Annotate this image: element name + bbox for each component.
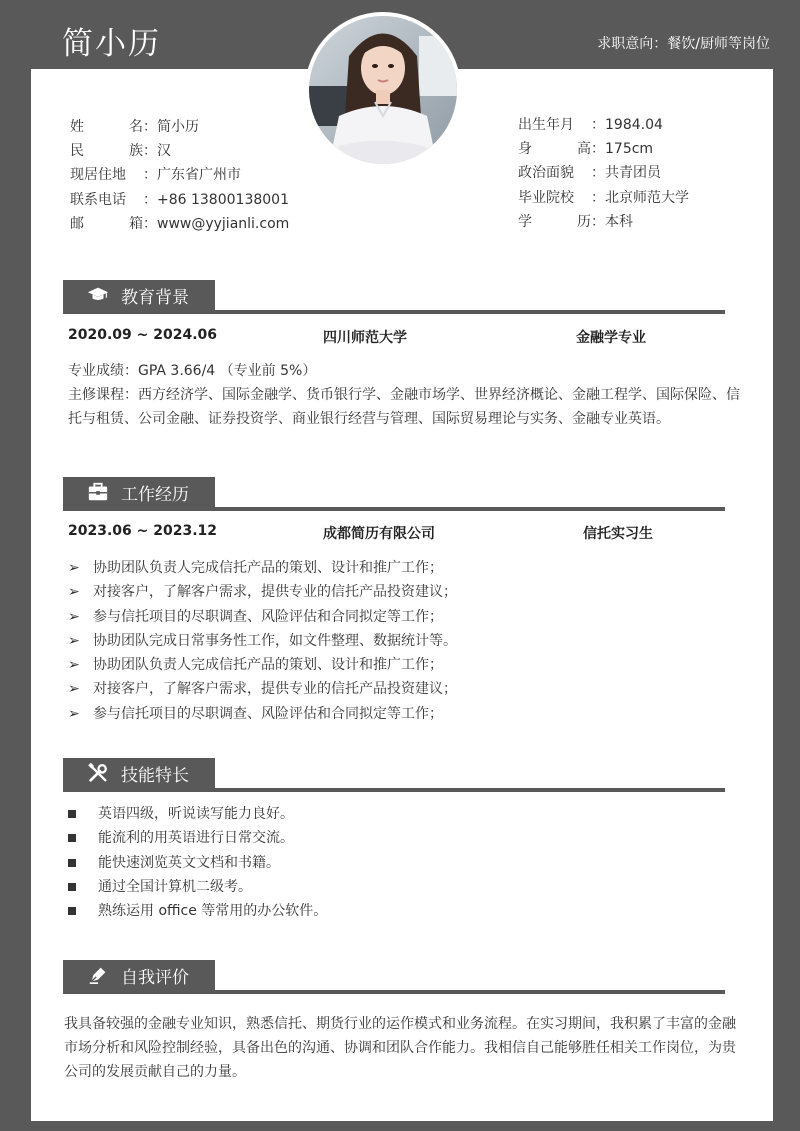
info-right	[518, 113, 689, 234]
work-duties	[68, 556, 457, 726]
list-item: 熟练运用 office 等常用的办公软件。	[68, 899, 327, 923]
section-title: 工作经历	[121, 484, 189, 505]
section-work	[63, 477, 725, 513]
education-school: 四川师范大学	[323, 330, 407, 346]
list-item: 英语四级，听说读写能力良好。	[68, 802, 327, 826]
info-height: 身 高 ： 175cm	[518, 141, 654, 158]
info-school: 毕业院校 ： 北京师范大学	[518, 189, 689, 206]
education-score: 专业成绩：GPA 3.66/4 （专业前 5%）	[68, 363, 317, 379]
info-email: 邮 箱 ： www@yyjianli.com	[70, 215, 290, 232]
info-phone: 联系电话 ： +86 13800138001	[70, 191, 289, 208]
list-item: ➢ 对接客户，了解客户需求，提供专业的信托产品投资建议；	[68, 584, 457, 601]
info-political: 政治面貌 ： 共青团员	[518, 165, 661, 182]
list-item: 通过全国计算机二级考。	[68, 875, 327, 899]
job-intent: 求职意向：餐饮/厨师等岗位	[597, 36, 770, 52]
list-item: 能快速浏览英文文档和书籍。	[68, 851, 327, 875]
work-position: 信托实习生	[583, 526, 653, 542]
graduation-cap-icon	[87, 284, 109, 306]
work-period: 2023.06 ~ 2023.12	[68, 523, 218, 539]
list-item: 能流利的用英语进行日常交流。	[68, 826, 327, 850]
briefcase-icon	[87, 481, 109, 503]
portrait-image	[309, 16, 457, 164]
avatar	[305, 12, 461, 168]
skills-list	[68, 802, 327, 923]
section-self	[63, 960, 725, 996]
list-item: ➢ 参与信托项目的尽职调查、风险评估和合同拟定等工作；	[68, 705, 443, 722]
section-education	[63, 280, 725, 316]
education-courses: 主修课程：西方经济学、国际金融学、货币银行学、金融市场学、世界经济概论、金融工程学、国际保险、信托与租赁、公司金融、证券投资学、商业银行经营与管理、国际贸易理论与实务、金融专业英语。	[68, 387, 740, 427]
info-name: 姓 名 ： 简小历	[70, 119, 199, 135]
resume-name: 简小历	[62, 26, 161, 62]
list-item: ➢ 对接客户，了解客户需求，提供专业的信托产品投资建议；	[68, 681, 457, 698]
info-residence: 现居住地 ： 广东省广州市	[70, 167, 241, 184]
info-ethnicity: 民 族 ： 汉	[70, 143, 171, 160]
list-item: ➢ 协助团队负责人完成信托产品的策划、设计和推广工作；	[68, 657, 443, 674]
education-major: 金融学专业	[576, 330, 646, 346]
education-period: 2020.09 ~ 2024.06	[68, 327, 218, 343]
list-item: ➢ 协助团队负责人完成信托产品的策划、设计和推广工作；	[68, 560, 443, 576]
section-title: 技能特长	[121, 765, 189, 786]
work-company: 成都简历有限公司	[323, 526, 435, 542]
list-item: ➢ 协助团队完成日常事务性工作，如文件整理、数据统计等。	[68, 632, 457, 649]
info-degree: 学 历 ： 本科	[518, 213, 633, 230]
info-left	[70, 115, 289, 236]
info-birth: 出生年月 ： 1984.04	[518, 117, 663, 133]
pen-icon	[87, 964, 109, 986]
tools-icon	[87, 762, 109, 784]
section-title: 教育背景	[121, 287, 189, 308]
list-item: ➢ 参与信托项目的尽职调查、风险评估和合同拟定等工作；	[68, 608, 443, 625]
section-title: 自我评价	[121, 967, 189, 988]
section-skills	[63, 758, 725, 794]
self-evaluation-text: 我具备较强的金融专业知识，熟悉信托、期货行业的运作模式和业务流程。在实习期间，我积累了丰富的金融市场分析和风险控制经验，具备出色的沟通、协调和团队合作能力。我相信自己能够胜任相关工作岗位，为贵公司的发展贡献自己的力量。	[64, 1016, 736, 1080]
